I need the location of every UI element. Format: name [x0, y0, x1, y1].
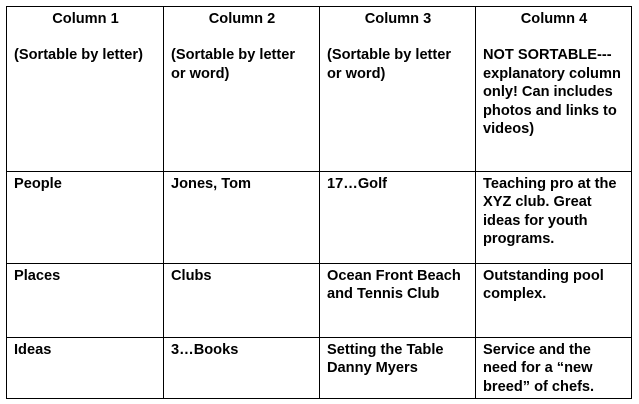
header-row	[7, 7, 632, 172]
table-cell: Outstanding pool complex.	[476, 264, 632, 338]
table-cell: Setting the Table Danny Myers	[320, 338, 476, 399]
header-cell-column-4	[476, 7, 632, 172]
table-cell: Clubs	[164, 264, 320, 338]
table-cell: Places	[7, 264, 164, 338]
column-2-title: Column 2	[208, 11, 276, 27]
table-cell: Teaching pro at the XYZ club. Great ideas for youth programs.	[476, 172, 632, 264]
column-3-note: (Sortable by letter or word)	[327, 47, 452, 82]
header-cell-column-2	[164, 7, 320, 172]
content-table	[6, 6, 632, 399]
column-4-title: Column 4	[520, 11, 588, 27]
table-row-places	[7, 264, 632, 338]
table-cell: People	[7, 172, 164, 264]
column-3-title: Column 3	[364, 11, 432, 27]
table-row-people	[7, 172, 632, 264]
column-1-title: Column 1	[52, 11, 119, 27]
header-cell-column-3	[320, 7, 476, 172]
table-cell: Jones, Tom	[164, 172, 320, 264]
table-cell: 3…Books	[164, 338, 320, 399]
table-row-ideas	[7, 338, 632, 399]
column-1-note: (Sortable by letter)	[14, 47, 143, 64]
table-cell: Service and the need for a “new breed” of chefs.	[476, 338, 632, 399]
table-cell: Ideas	[7, 338, 164, 399]
header-cell-column-1	[7, 7, 164, 172]
column-2-note: (Sortable by letter or word)	[171, 47, 296, 82]
column-4-note: NOT SORTABLE---explanatory column only! Can includes photos and links to videos)	[483, 47, 621, 138]
table-cell: Ocean Front Beach and Tennis Club	[320, 264, 476, 338]
table-cell: 17…Golf	[320, 172, 476, 264]
